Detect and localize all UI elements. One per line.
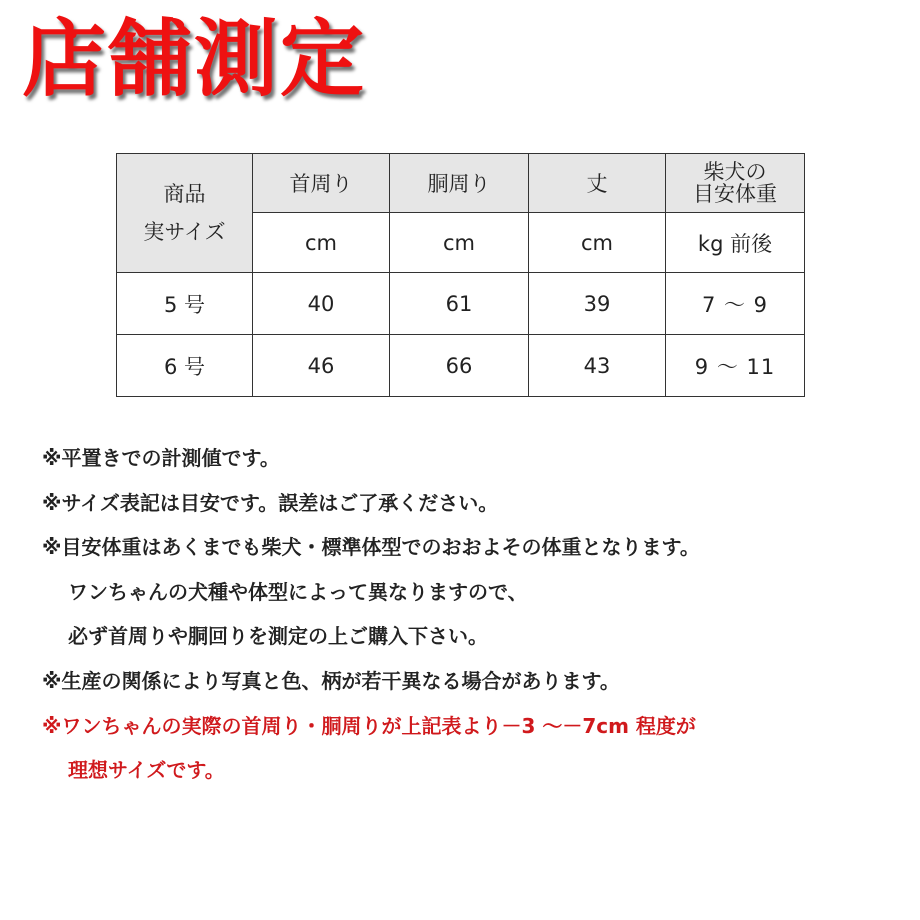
col-header-neck: 首周り [253, 154, 390, 213]
weight-cell: 7 ～ 9 [666, 273, 805, 335]
size-cell: 6 号 [117, 335, 253, 397]
page-title: 店舗測定 [22, 10, 367, 108]
note-item: ※サイズ表記は目安です。誤差はご了承ください。 [42, 490, 499, 515]
unit-neck: cm [253, 213, 390, 273]
col-header-weight [666, 154, 805, 213]
unit-length: cm [529, 213, 666, 273]
body-cell: 61 [390, 273, 529, 335]
size-cell: 5 号 [117, 273, 253, 335]
col-header-weight-line-2: 目安体重 [693, 182, 777, 206]
note-item-highlight: 理想サイズです。 [68, 758, 225, 783]
note-item: 必ず首周りや胴回りを測定の上ご購入下さい。 [68, 624, 488, 649]
row-header-line-1: 商品 [163, 182, 206, 206]
col-header-length: 丈 [529, 154, 666, 213]
note-item: ※平置きでの計測値です。 [42, 446, 280, 470]
note-item: ※生産の関係により写真と色、柄が若干異なる場合があります。 [42, 668, 620, 693]
row-header-line-2: 実サイズ [143, 220, 226, 244]
length-cell: 39 [529, 273, 666, 335]
note-item-highlight: ※ワンちゃんの実際の首周り・胴周りが上記表より－3 ～－7cm 程度が [42, 713, 696, 738]
unit-weight: kg 前後 [666, 213, 805, 273]
row-header-cell [117, 154, 253, 273]
col-header-body: 胴周り [390, 154, 529, 213]
neck-cell: 46 [253, 335, 390, 397]
size-table [116, 153, 805, 397]
weight-cell: 9 ～ 11 [666, 335, 805, 397]
table-row [117, 335, 805, 397]
col-header-weight-line-1: 柴犬の [703, 160, 767, 184]
unit-body: cm [390, 213, 529, 273]
length-cell: 43 [529, 335, 666, 397]
body-cell: 66 [390, 335, 529, 397]
note-item: ※目安体重はあくまでも柴犬・標準体型でのおおよその体重となります。 [42, 535, 700, 560]
note-item: ワンちゃんの犬種や体型によって異なりますので、 [68, 579, 528, 604]
table-row [117, 273, 805, 335]
notes-section [42, 436, 912, 793]
neck-cell: 40 [253, 273, 390, 335]
